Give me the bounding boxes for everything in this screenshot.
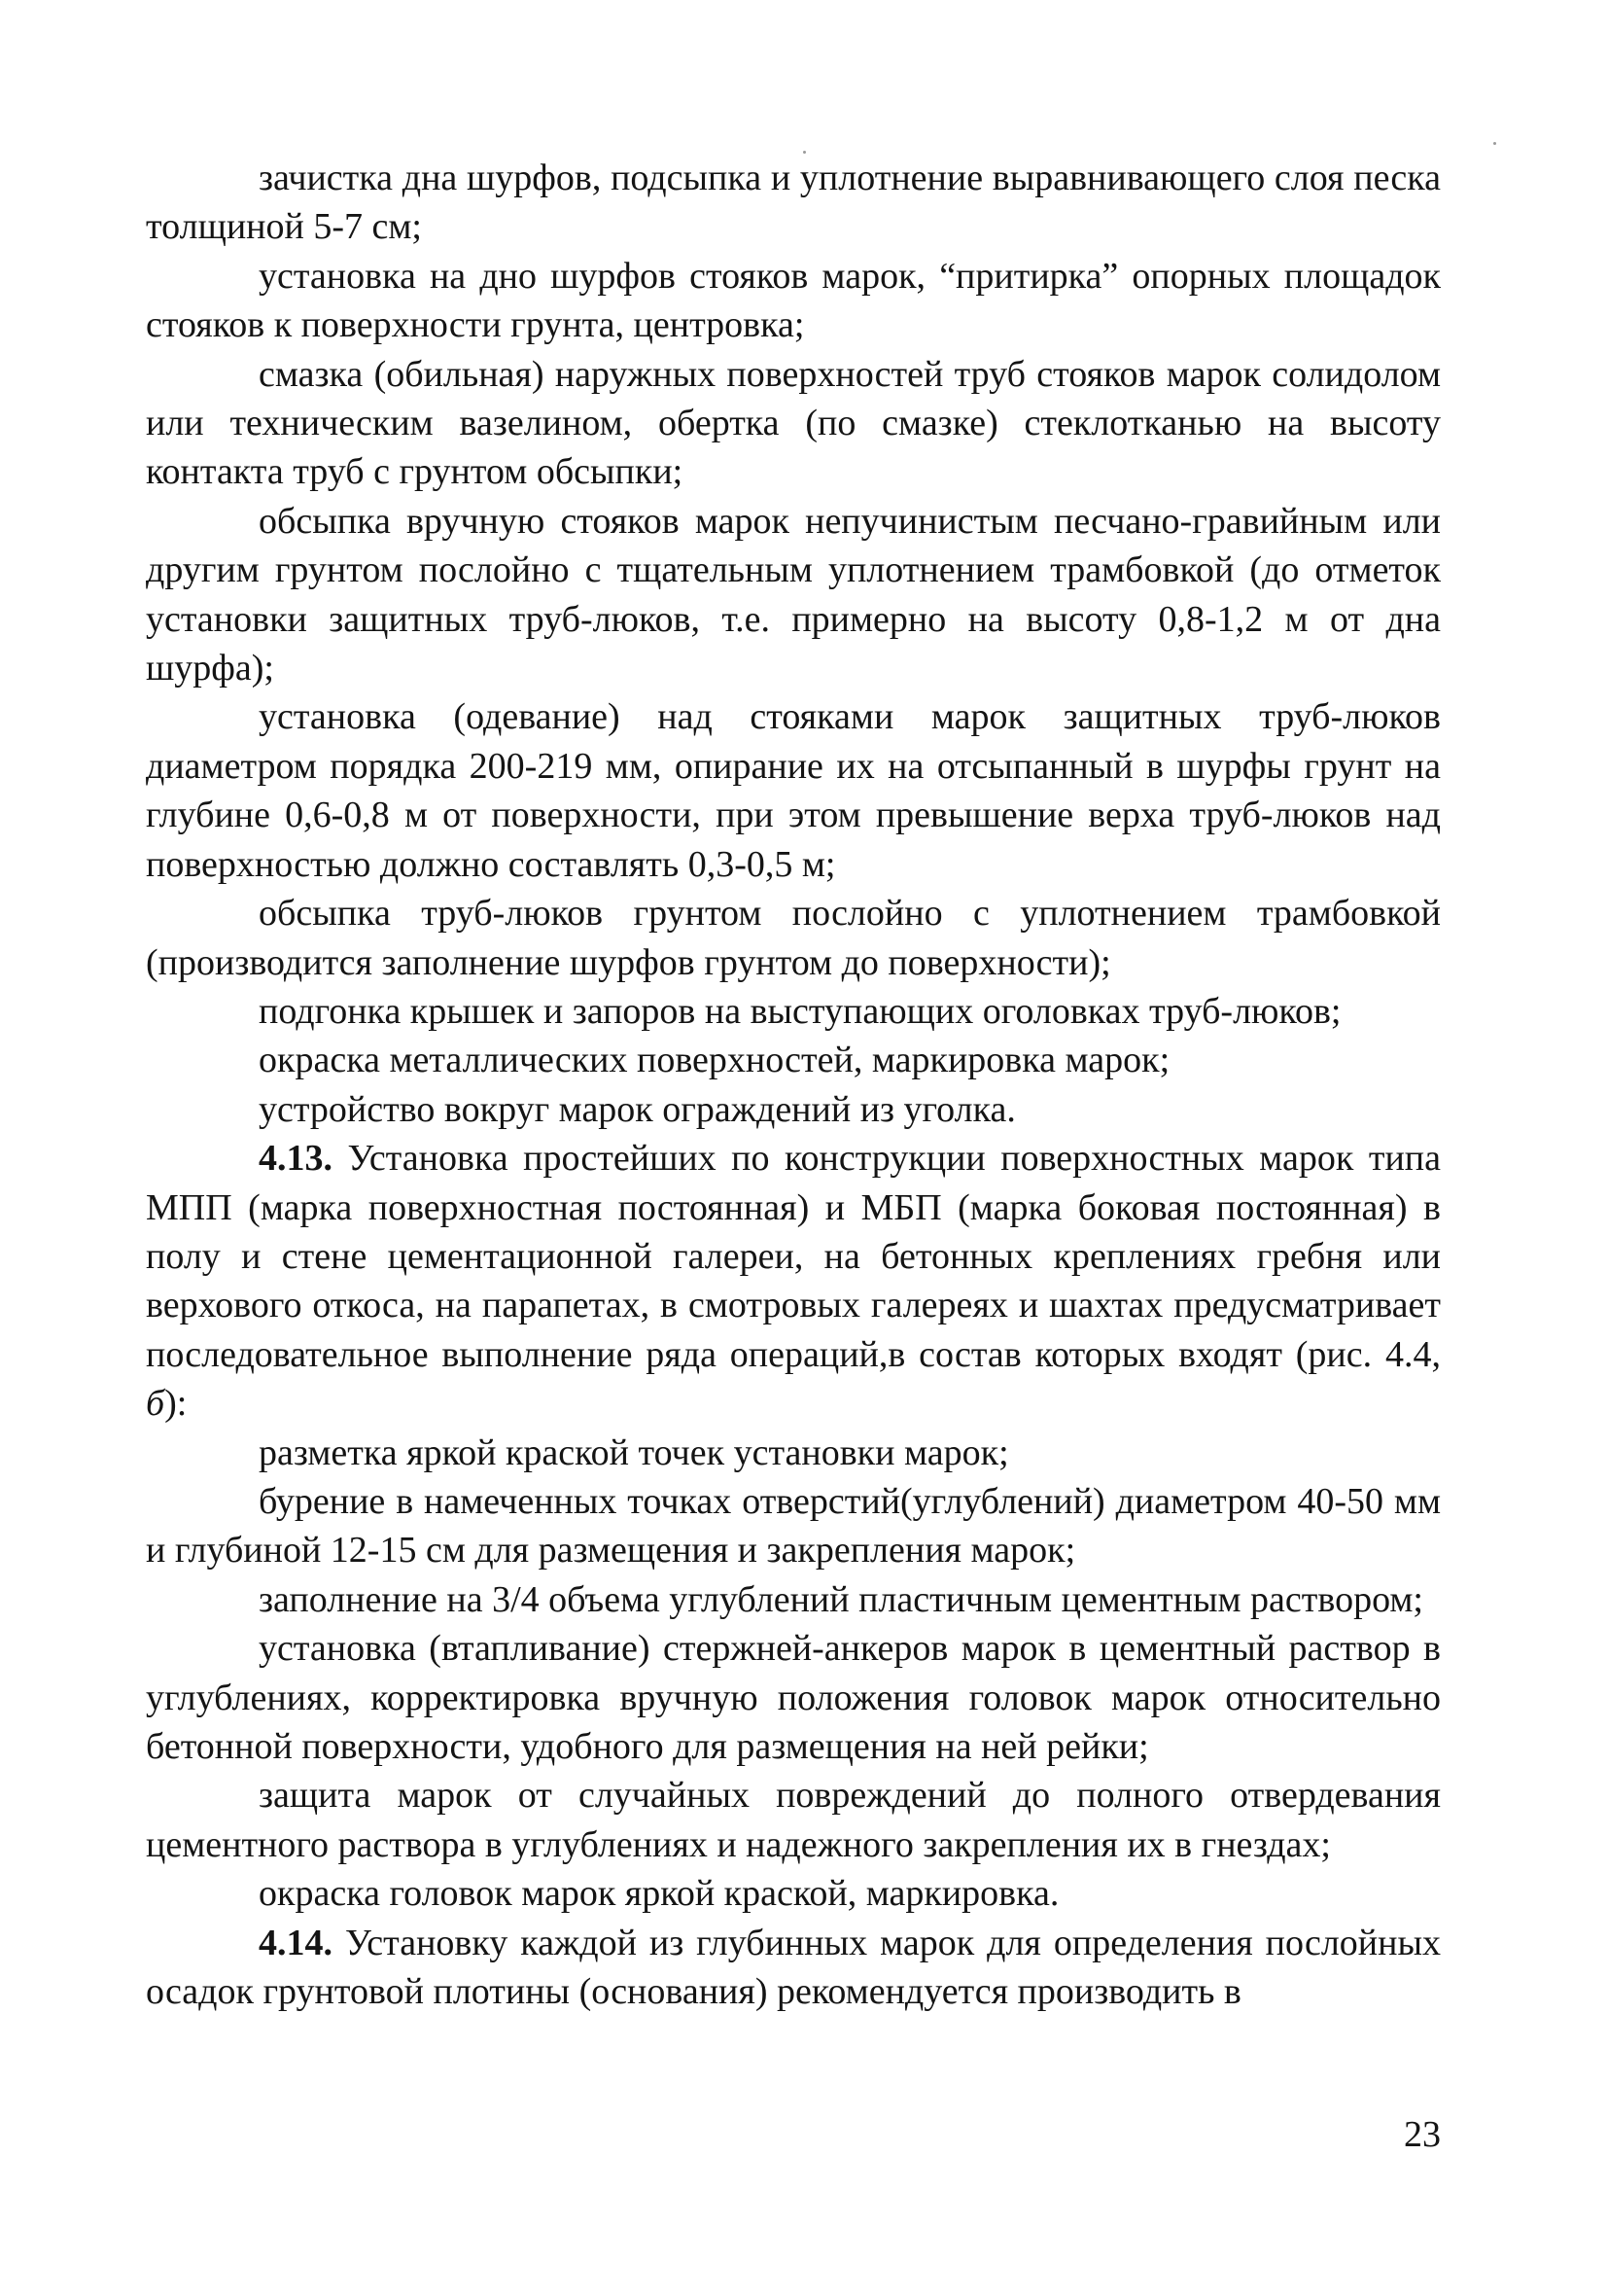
paragraph-text: бурение в намеченных точках отверстий(углублений) диаметром 40-50 мм и глубиной 12-15 см для размещения и закрепления марок; bbox=[146, 1480, 1441, 1572]
section-number: 4.13. bbox=[259, 1138, 332, 1180]
section-number: 4.14. bbox=[259, 1922, 332, 1963]
paragraph-text: установка (втапливание) стержней-анкеров марок в цементный раствор в углублениях, корректировка вручную положения головок марок относительно бетонной поверхности, удобного для размещения на ней рейки; bbox=[146, 1628, 1441, 1767]
paragraph-text: установка (одевание) над стояками марок защитных труб-люков диаметром порядка 200-219 мм, опирание их на отсыпанный в шурфы грунт на глубине 0,6-0,8 м от поверхности, при этом превышение верха труб-люков над поверхностью должно составлять 0,3-0,5 м; bbox=[146, 696, 1441, 885]
scan-speck bbox=[1493, 142, 1496, 145]
paragraph bbox=[146, 1477, 1441, 1575]
paragraph bbox=[146, 1429, 1441, 1477]
paragraph-text: заполнение на 3/4 объема углублений пластичным цементным раствором; bbox=[259, 1578, 1423, 1620]
paragraph-text: установка на дно шурфов стояков марок, “притирка” опорных площадок стояков к поверхности грунта, центровка; bbox=[146, 255, 1441, 346]
page-number: 23 bbox=[1404, 2114, 1441, 2155]
paragraph-text: обсыпка вручную стояков марок непучинистым песчано-гравийным или другим грунтом послойно с тщательным уплотнением трамбовкой (до отметок установки защитных труб-люков, т.е. примерно на высоту 0,8-1,2 м от дна шурфа); bbox=[146, 500, 1441, 689]
paragraph bbox=[146, 350, 1441, 497]
paragraph-text: смазка (обильная) наружных поверхностей труб стояков марок солидолом или техническим вазелином, обертка (по смазке) стеклотканью на высоту контакта труб с грунтом обсыпки; bbox=[146, 353, 1441, 493]
paragraph bbox=[146, 497, 1441, 693]
figure-ref-letter: б bbox=[146, 1383, 165, 1425]
paragraph bbox=[146, 889, 1441, 987]
paragraph bbox=[146, 692, 1441, 889]
section-paragraph-4-14 bbox=[146, 1919, 1441, 2017]
paragraph-text: обсыпка труб-люков грунтом послойно с уплотнением трамбовкой (производится заполнение шурфов грунтом до поверхности); bbox=[146, 893, 1441, 983]
paragraph bbox=[146, 987, 1441, 1036]
section-paragraph-4-13 bbox=[146, 1134, 1441, 1428]
paragraph bbox=[146, 154, 1441, 252]
paragraph-text-tail: ): bbox=[164, 1383, 188, 1425]
paragraph-text: защита марок от случайных повреждений до полного отвердевания цементного раствора в углублениях и надежного закрепления их в гнездах; bbox=[146, 1775, 1441, 1865]
paragraph-text: Установка простейших по конструкции поверхностных марок типа МПП (марка поверхностная постоянная) и МБП (марка боковая постоянная) в полу и стене цементационной галереи, на бетонных креплениях гребня или верхового откоса, на парапетах, в смотровых галереях и шахтах предусматривает последовательное выполнение ряда операций,в состав которых входят (рис. 4.4, bbox=[146, 1138, 1441, 1375]
paragraph bbox=[146, 252, 1441, 350]
paragraph-text: Установку каждой из глубинных марок для определения послойных осадок грунтовой плотины (основания) рекомендуется производить в bbox=[146, 1922, 1441, 2013]
paragraph bbox=[146, 1085, 1441, 1134]
paragraph-text: окраска металлических поверхностей, маркировка марок; bbox=[259, 1040, 1171, 1081]
paragraph-text: зачистка дна шурфов, подсыпка и уплотнение выравнивающего слоя песка толщиной 5-7 см; bbox=[146, 158, 1441, 248]
paragraph bbox=[146, 1771, 1441, 1869]
paragraph-text: разметка яркой краской точек установки марок; bbox=[259, 1431, 1009, 1473]
paragraph bbox=[146, 1036, 1441, 1084]
paragraph bbox=[146, 1624, 1441, 1771]
paragraph bbox=[146, 1575, 1441, 1624]
paragraph-text: подгонка крышек и запоров на выступающих оголовках труб-люков; bbox=[259, 990, 1342, 1032]
body-text bbox=[146, 154, 1441, 2016]
paragraph bbox=[146, 1869, 1441, 1918]
paragraph-text: окраска головок марок яркой краской, маркировка. bbox=[259, 1873, 1060, 1915]
paragraph-text: устройство вокруг марок ограждений из уголка. bbox=[259, 1088, 1016, 1130]
